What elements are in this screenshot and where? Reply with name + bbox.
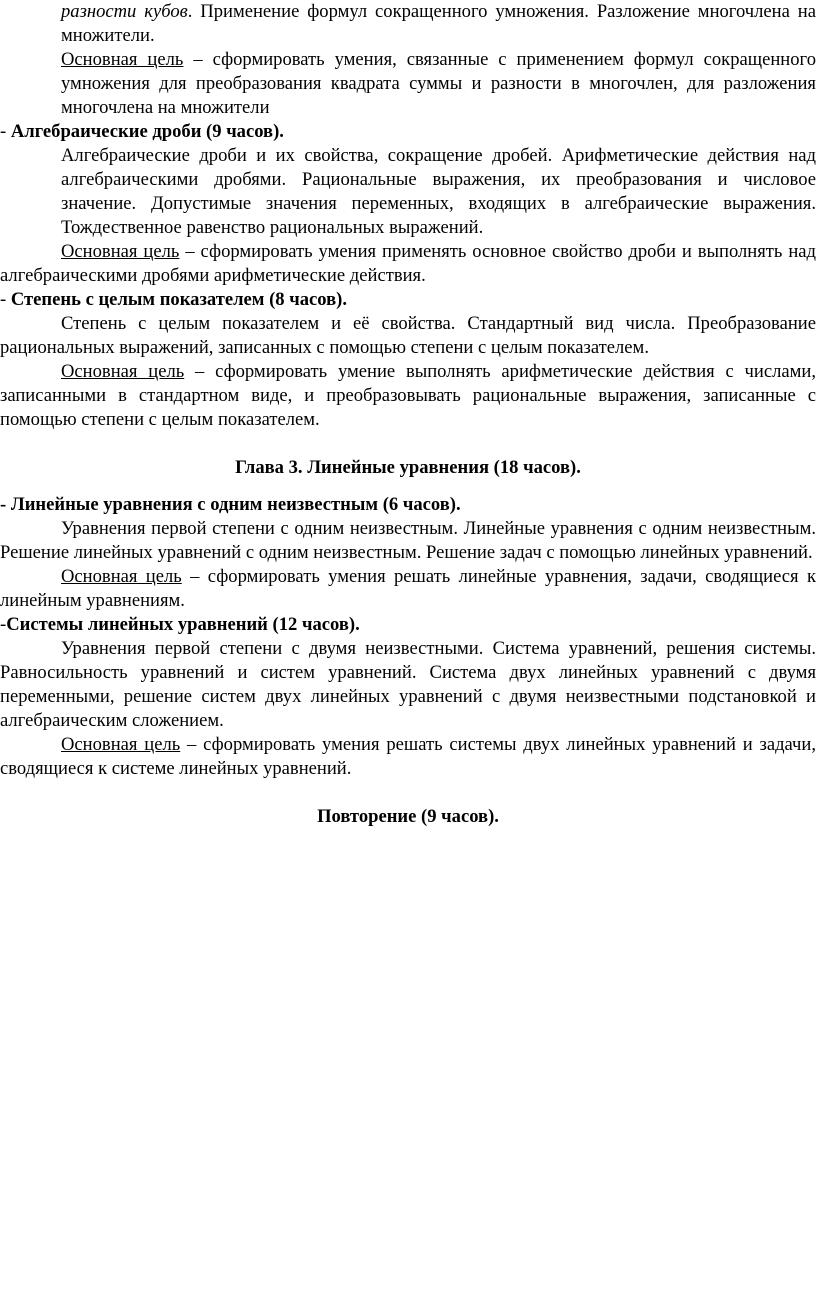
goal-label: Основная цель bbox=[61, 241, 180, 262]
section-heading-fractions bbox=[0, 120, 816, 144]
dash: - bbox=[0, 121, 11, 142]
goal-text: – сформировать умения, связанные с применением формул сокращенного умножения для преобразования квадрата суммы и разности в многочлен, для разложения многочлена на множители bbox=[61, 49, 816, 118]
systems-goal bbox=[0, 733, 816, 781]
goal-label: Основная цель bbox=[61, 361, 185, 382]
fractions-content bbox=[0, 144, 816, 240]
content-text: Алгебраические дроби и их свойства, сокращение дробей. Арифметические действия над алгебраическими дробями. Рациональные выражения, их преобразования и числовое значение. Допустимые значения переменных, входящих в алгебраические выражения. Тождественное равенство рациональных выражений. bbox=[61, 145, 816, 238]
goal-text: – сформировать умения решать системы двух линейных уравнений и задачи, сводящиеся к системе линейных уравнений. bbox=[0, 734, 816, 779]
goal-text: – сформировать умение выполнять арифметические действия с числами, записанными в стандартном виде, и преобразовывать рациональные выражения, записанные с помощью степени с целым показателем. bbox=[0, 361, 816, 430]
linear-content bbox=[0, 517, 816, 565]
italic-term: разности кубов bbox=[61, 1, 188, 22]
goal-label: Основная цель bbox=[61, 734, 181, 755]
linear-goal bbox=[0, 565, 816, 613]
dash: - bbox=[0, 614, 7, 635]
goal-text: – сформировать умения применять основное свойство дроби и выполнять над алгебраическими дробями арифметические действия. bbox=[0, 241, 816, 286]
goal-paragraph-1 bbox=[0, 48, 816, 120]
section-heading-degree bbox=[0, 288, 816, 312]
systems-content bbox=[0, 637, 816, 733]
content-text: Уравнения первой степени с одним неизвестным. Линейные уравнения с одним неизвестным. Решение линейных уравнений с одним неизвестным. Решение задач с помощью линейных уравнений. bbox=[0, 518, 816, 563]
section-title: Системы линейных уравнений (12 часов). bbox=[6, 614, 360, 635]
content-text: Уравнения первой степени с двумя неизвестными. Система уравнений, решения системы. Равносильность уравнений и систем уравнений. Система двух линейных уравнений с двумя переменными, решение систем двух линейных уравнений с двумя неизвестными подстановкой и алгебраическим сложением. bbox=[0, 638, 816, 731]
content-text: Степень с целым показателем и её свойства. Стандартный вид числа. Преобразование рациональных выражений, записанных с помощью степени с целым показателем. bbox=[0, 313, 816, 358]
dash: - bbox=[0, 289, 11, 310]
section-title: Степень с целым показателем (8 часов). bbox=[10, 289, 348, 310]
goal-label: Основная цель bbox=[61, 566, 182, 587]
fractions-goal bbox=[0, 240, 816, 288]
degree-goal bbox=[0, 360, 816, 432]
repetition-heading: Повторение (9 часов). bbox=[317, 806, 499, 827]
chapter-heading: Глава 3. Линейные уравнения (18 часов). bbox=[235, 457, 581, 478]
degree-content bbox=[0, 312, 816, 360]
intro-text: . Применение формул сокращенного умножения. Разложение многочлена на множители. bbox=[61, 1, 816, 46]
section-heading-linear: - Линейные уравнения с одним неизвестным (6 часов). bbox=[0, 494, 461, 515]
section-heading-systems bbox=[0, 613, 816, 637]
section-title: Алгебраические дроби (9 часов). bbox=[10, 121, 284, 142]
goal-label: Основная цель bbox=[61, 49, 184, 70]
goal-text: – сформировать умения решать линейные уравнения, задачи, сводящиеся к линейным уравнениям. bbox=[0, 566, 816, 611]
intro-paragraph bbox=[0, 0, 816, 48]
